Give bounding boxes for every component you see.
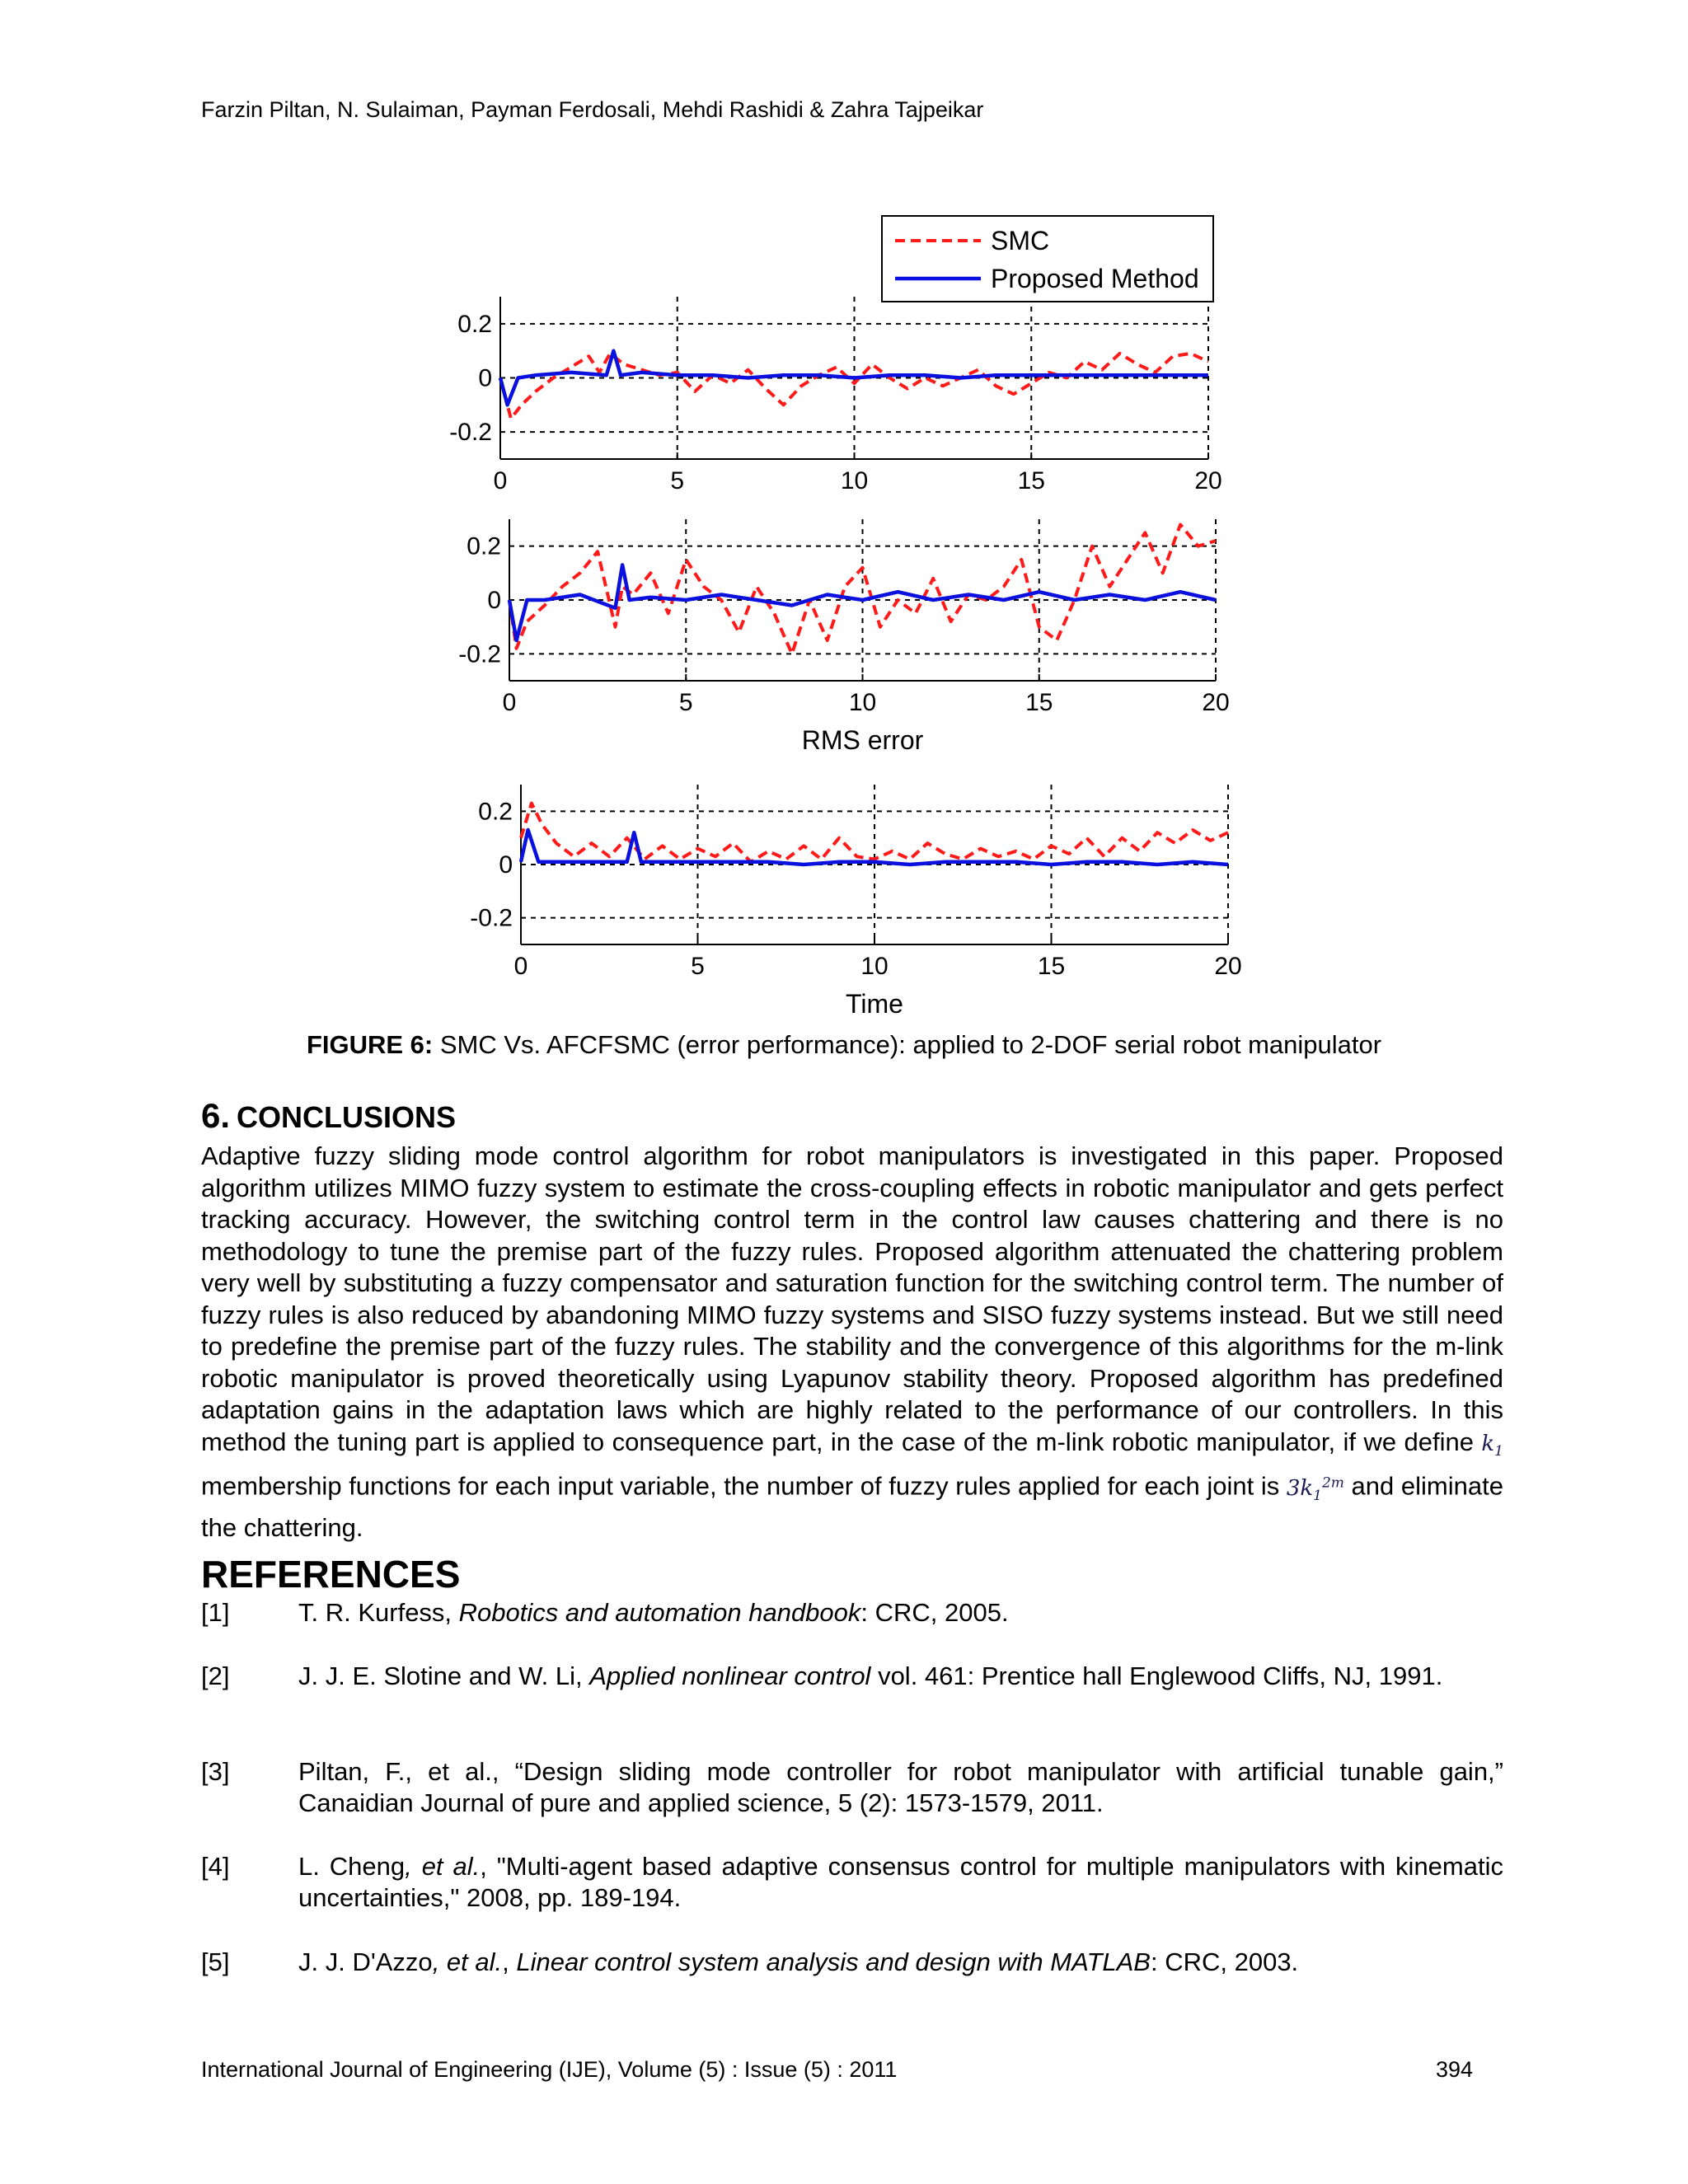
figure-caption-label: FIGURE 6: bbox=[306, 1030, 434, 1059]
x-tick-label: 10 bbox=[860, 953, 889, 980]
y-tick-label: 0.2 bbox=[478, 798, 513, 826]
y-tick-label: -0.2 bbox=[458, 640, 501, 668]
reference-text bbox=[298, 1947, 1503, 1978]
reference-item bbox=[201, 1661, 1503, 1692]
references-heading: REFERENCES bbox=[201, 1553, 461, 1596]
x-tick-label: 10 bbox=[840, 467, 869, 494]
reference-title: Applied nonlinear control bbox=[589, 1661, 871, 1690]
reference-item bbox=[201, 1851, 1503, 1914]
section-heading-conclusions bbox=[201, 1096, 456, 1136]
x-tick-label: 15 bbox=[1037, 953, 1066, 980]
figure-caption-text: SMC Vs. AFCFSMC (error performance): applied to 2-DOF serial robot manipulator bbox=[433, 1030, 1382, 1059]
math-3k-sup: 2m bbox=[1321, 1474, 1344, 1492]
footer-journal: International Journal of Engineering (IJE), Volume (5) : Issue (5) : 2011 bbox=[201, 2057, 898, 2082]
x-tick-label: 0 bbox=[513, 953, 528, 980]
chart-legend bbox=[882, 216, 1213, 302]
x-tick-label: 15 bbox=[1017, 467, 1045, 494]
reference-author: T. R. Kurfess, bbox=[298, 1598, 459, 1627]
y-tick-label: 0.2 bbox=[457, 310, 492, 338]
reference-details: , "Multi-agent based adaptive consensus control for multiple manipulators with kinematic uncertainties," 2008, pp. 189-194. bbox=[298, 1852, 1503, 1912]
plot-joint-1 bbox=[449, 297, 1221, 494]
math-k1 bbox=[1481, 1431, 1503, 1460]
math-3k-coef: 3k bbox=[1286, 1475, 1314, 1501]
reference-text bbox=[298, 1661, 1503, 1692]
conclusions-text-c: and eliminate the chattering. bbox=[201, 1471, 1503, 1542]
series-line-smc bbox=[521, 804, 1228, 862]
x-tick-label: 20 bbox=[1194, 467, 1222, 494]
x-tick-label: 5 bbox=[691, 953, 705, 980]
reference-details: vol. 461: Prentice hall Englewood Cliffs, NJ, 1991. bbox=[870, 1661, 1443, 1690]
reference-title: Linear control system analysis and design with MATLAB bbox=[516, 1947, 1151, 1976]
reference-author: J. J. E. Slotine and W. Li, bbox=[298, 1661, 590, 1690]
math-3k1-2m bbox=[1286, 1474, 1344, 1505]
reference-text bbox=[298, 1851, 1503, 1914]
x-axis-label: RMS error bbox=[801, 725, 924, 755]
math-k1-sub: 1 bbox=[1494, 1442, 1503, 1460]
y-tick-label: -0.2 bbox=[449, 419, 492, 447]
figure-caption bbox=[0, 1030, 1688, 1060]
reference-number: [4] bbox=[201, 1852, 230, 1881]
reference-number: [5] bbox=[201, 1947, 230, 1976]
page-number: 394 bbox=[1436, 2057, 1474, 2082]
reference-etal: , et al. bbox=[405, 1852, 481, 1881]
section-title: CONCLUSIONS bbox=[237, 1100, 457, 1134]
plot-rms-error bbox=[470, 785, 1241, 1019]
reference-title: Robotics and automation handbook bbox=[458, 1598, 861, 1627]
reference-details: : CRC, 2005. bbox=[860, 1598, 1009, 1627]
reference-etal: , et al. bbox=[432, 1947, 503, 1976]
y-tick-label: 0 bbox=[487, 587, 501, 614]
legend-label-smc: SMC bbox=[991, 226, 1050, 255]
reference-item bbox=[201, 1597, 1503, 1629]
x-tick-label: 5 bbox=[678, 689, 693, 716]
reference-text bbox=[298, 1597, 1503, 1629]
reference-item bbox=[201, 1947, 1503, 1978]
figure-6-plots bbox=[429, 208, 1253, 1024]
plot-joint-2 bbox=[458, 519, 1229, 755]
reference-author: J. J. D'Azzo bbox=[298, 1947, 433, 1976]
x-tick-label: 20 bbox=[1214, 953, 1242, 980]
reference-author: L. Cheng bbox=[298, 1852, 406, 1881]
figure-6 bbox=[429, 208, 1253, 1024]
x-tick-label: 0 bbox=[502, 689, 517, 716]
conclusions-text-b: membership functions for each input variable, the number of fuzzy rules applied for each joint is bbox=[201, 1471, 1287, 1501]
reference-number: [2] bbox=[201, 1661, 230, 1690]
y-tick-label: 0 bbox=[478, 364, 492, 392]
x-tick-label: 0 bbox=[493, 467, 508, 494]
legend-label-proposed: Proposed Method bbox=[991, 264, 1199, 293]
reference-number: [1] bbox=[201, 1598, 230, 1627]
x-tick-label: 5 bbox=[670, 467, 685, 494]
reference-item bbox=[201, 1756, 1503, 1819]
reference-number: [3] bbox=[201, 1757, 230, 1786]
conclusions-paragraph bbox=[201, 1141, 1503, 1544]
running-head-authors: Farzin Piltan, N. Sulaiman, Payman Ferdosali, Mehdi Rashidi & Zahra Tajpeikar bbox=[201, 97, 984, 122]
x-tick-label: 20 bbox=[1202, 689, 1230, 716]
y-tick-label: 0 bbox=[499, 851, 513, 879]
y-tick-label: 0.2 bbox=[467, 532, 501, 560]
x-tick-label: 15 bbox=[1025, 689, 1053, 716]
x-axis-label: Time bbox=[846, 989, 903, 1019]
y-tick-label: -0.2 bbox=[470, 904, 513, 932]
x-tick-label: 10 bbox=[848, 689, 877, 716]
reference-details: : CRC, 2003. bbox=[1150, 1947, 1299, 1976]
math-k1-base: k bbox=[1481, 1431, 1495, 1456]
math-3k-sub: 1 bbox=[1313, 1488, 1322, 1505]
reference-separator: , bbox=[502, 1947, 517, 1976]
conclusions-text-a: Adaptive fuzzy sliding mode control algorithm for robot manipulators is investigated in this paper. Proposed algorithm utilizes MIMO fuzzy system to estimate the cross-coupling effects in robotic manipulator and gets perfect tracking accuracy. However, the switching control term in the control law causes chattering and there is no methodology to tune the premise part of the fuzzy rules. Proposed algorithm attenuated the chattering problem very well by substituting a fuzzy compensator and saturation function for the switching control term. The number of fuzzy rules is also reduced by abandoning MIMO fuzzy systems and SISO fuzzy systems instead. But we still need to predefine the premise part of the fuzzy rules. The stability and the convergence of this algorithms for the m-link robotic manipulator is proved theoretically using Lyapunov stability theory. Proposed algorithm has predefined adaptation gains in the adaptation laws which are highly related to the performance of our controllers. In this method the tuning part is applied to consequence part, in the case of the m-link robotic manipulator, if we define bbox=[201, 1141, 1503, 1456]
section-number: 6. bbox=[201, 1096, 231, 1135]
reference-text: Piltan, F., et al., “Design sliding mode controller for robot manipulator with artificial tunable gain,” Canaidian Journal of pure and applied science, 5 (2): 1573-1579, 2011. bbox=[298, 1757, 1503, 1817]
